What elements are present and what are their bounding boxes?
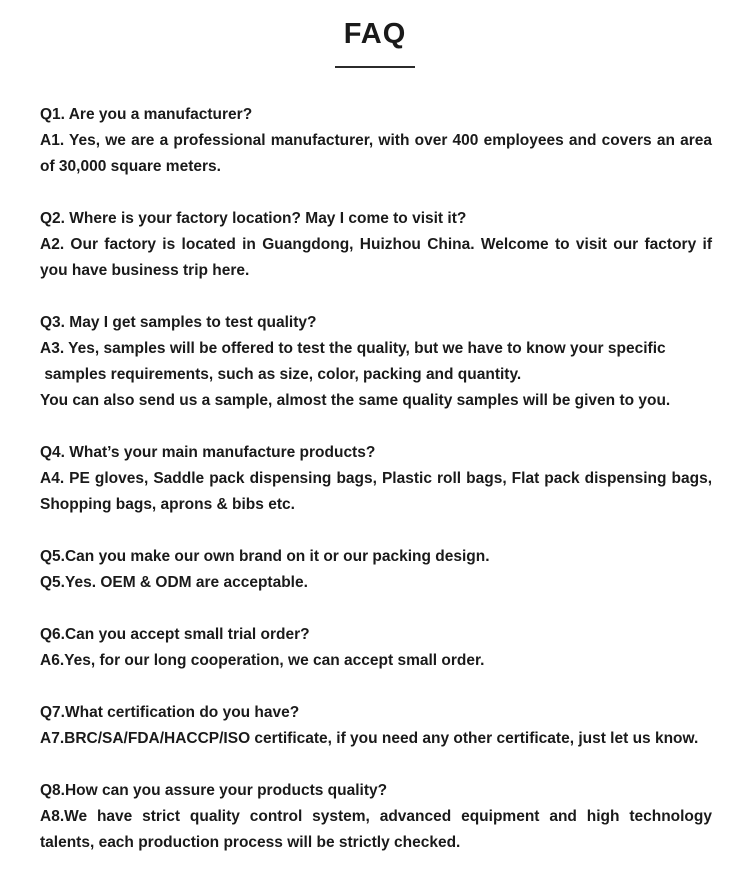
faq-item-7 bbox=[40, 700, 712, 752]
faq-item-1 bbox=[40, 102, 717, 180]
faq-question: Q3. May I get samples to test quality? bbox=[40, 314, 317, 331]
faq-question: Q4. What’s your main manufacture products? bbox=[40, 444, 376, 461]
faq-question: Q1. Are you a manufacturer? bbox=[40, 106, 253, 123]
faq-answer: A4. PE gloves, Saddle pack dispensing bags, Plastic roll bags, Flat pack dispensing bags, Shopping bags, aprons & bibs etc. bbox=[40, 470, 717, 513]
faq-list bbox=[40, 102, 717, 882]
faq-question: Q6.Can you accept small trial order? bbox=[40, 626, 310, 643]
faq-item-6 bbox=[40, 622, 712, 674]
faq-question: Q5.Can you make our own brand on it or our packing design. bbox=[40, 548, 490, 565]
faq-answer: A6.Yes, for our long cooperation, we can accept small order. bbox=[40, 652, 485, 669]
faq-answer-line: A3. Yes, samples will be offered to test the quality, but we have to know your specific bbox=[40, 340, 666, 357]
faq-question: Q8.How can you assure your products quality? bbox=[40, 782, 388, 799]
faq-item-8 bbox=[40, 778, 717, 856]
faq-answer: A7.BRC/SA/FDA/HACCP/ISO certificate, if you need any other certificate, just let us know. bbox=[40, 730, 699, 747]
faq-answer: Q5.Yes. OEM & ODM are acceptable. bbox=[40, 574, 308, 591]
faq-item-3 bbox=[40, 310, 712, 414]
faq-answer: A2. Our factory is located in Guangdong, Huizhou China. Welcome to visit our factory if you have business trip here. bbox=[40, 236, 717, 279]
faq-item-5 bbox=[40, 544, 712, 596]
page-title: FAQ bbox=[343, 18, 407, 50]
faq-question: Q2. Where is your factory location? May I come to visit it? bbox=[40, 210, 467, 227]
faq-item-4 bbox=[40, 440, 717, 518]
faq-question: Q7.What certification do you have? bbox=[40, 704, 300, 721]
title-divider bbox=[335, 66, 415, 68]
faq-item-2 bbox=[40, 206, 717, 284]
faq-answer-line: You can also send us a sample, almost the same quality samples will be given to you. bbox=[40, 392, 671, 409]
faq-answer: A8.We have strict quality control system, advanced equipment and high technology talents, each production process will be strictly checked. bbox=[40, 808, 717, 851]
faq-answer-line: samples requirements, such as size, color, packing and quantity. bbox=[40, 366, 522, 383]
faq-answer: A1. Yes, we are a professional manufacturer, with over 400 employees and covers an area of 30,000 square meters. bbox=[40, 132, 717, 175]
